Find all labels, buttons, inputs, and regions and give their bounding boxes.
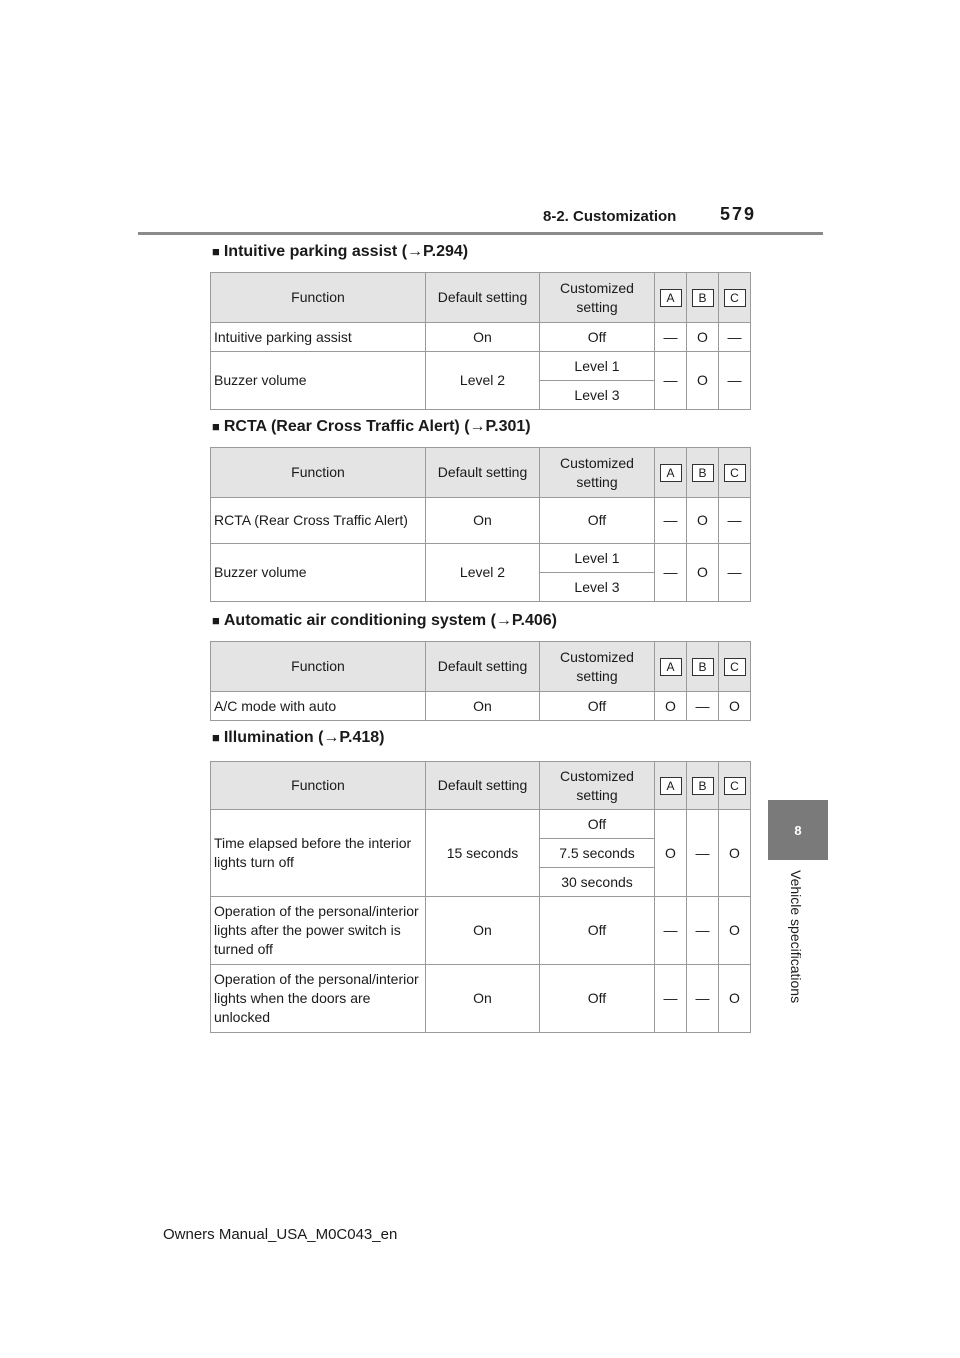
letter-b-box: B	[692, 464, 714, 482]
default-setting-cell: On	[426, 498, 540, 544]
column-header-customized: Customized setting	[540, 273, 655, 323]
default-setting-cell: On	[426, 692, 540, 721]
availability-b-cell: —	[687, 810, 719, 897]
column-header-customized: Customized setting	[540, 762, 655, 810]
function-cell: RCTA (Rear Cross Traffic Alert)	[211, 498, 426, 544]
letter-c-box: C	[724, 464, 746, 482]
section-title	[212, 612, 557, 630]
customization-table	[210, 447, 751, 602]
table-row	[211, 498, 751, 544]
section-title	[212, 418, 531, 436]
function-cell: A/C mode with auto	[211, 692, 426, 721]
customized-setting-cell: Level 3	[540, 573, 655, 602]
chapter-tab: 8	[768, 800, 828, 860]
customized-setting-cell: Off	[540, 323, 655, 352]
table-row	[211, 810, 751, 839]
column-header-a	[655, 448, 687, 498]
availability-b-cell: —	[687, 692, 719, 721]
availability-a-cell: —	[655, 352, 687, 410]
table-header-row	[211, 762, 751, 810]
customized-setting-cell: Level 1	[540, 544, 655, 573]
customization-table	[210, 761, 751, 1033]
availability-b-cell: —	[687, 965, 719, 1033]
customized-setting-cell: Off	[540, 965, 655, 1033]
column-header-function: Function	[211, 273, 426, 323]
column-header-b	[687, 762, 719, 810]
table-row	[211, 323, 751, 352]
customized-setting-cell: Level 1	[540, 352, 655, 381]
availability-b-cell: O	[687, 352, 719, 410]
column-header-customized: Customized setting	[540, 642, 655, 692]
availability-c-cell: O	[719, 692, 751, 721]
availability-c-cell: O	[719, 965, 751, 1033]
customized-setting-cell: Off	[540, 692, 655, 721]
letter-b-box: B	[692, 658, 714, 676]
column-header-default: Default setting	[426, 448, 540, 498]
default-setting-cell: On	[426, 323, 540, 352]
letter-a-box: A	[660, 777, 682, 795]
letter-b-box: B	[692, 289, 714, 307]
column-header-c	[719, 273, 751, 323]
table-header-row	[211, 642, 751, 692]
availability-a-cell: —	[655, 544, 687, 602]
letter-c-box: C	[724, 777, 746, 795]
availability-b-cell: O	[687, 323, 719, 352]
function-cell: Operation of the personal/interior lights after the power switch is turned off	[211, 897, 426, 965]
table-header-row	[211, 448, 751, 498]
square-bullet-icon: ■	[212, 419, 220, 434]
letter-c-box: C	[724, 289, 746, 307]
default-setting-cell: Level 2	[426, 544, 540, 602]
section-title-text: Automatic air conditioning system (→P.406)	[223, 612, 557, 629]
availability-c-cell: —	[719, 323, 751, 352]
availability-b-cell: O	[687, 498, 719, 544]
availability-a-cell: —	[655, 897, 687, 965]
header-section-title: 8-2. Customization	[543, 208, 677, 225]
section-title-text: Illumination (→P.418)	[223, 729, 385, 746]
column-header-b	[687, 448, 719, 498]
customized-setting-cell: 30 seconds	[540, 868, 655, 897]
availability-c-cell: O	[719, 897, 751, 965]
column-header-function: Function	[211, 448, 426, 498]
function-cell: Buzzer volume	[211, 352, 426, 410]
function-cell: Intuitive parking assist	[211, 323, 426, 352]
chapter-label: Vehicle specifications	[788, 870, 804, 1004]
availability-a-cell: —	[655, 498, 687, 544]
letter-a-box: A	[660, 464, 682, 482]
function-cell: Operation of the personal/interior lights when the doors are unlocked	[211, 965, 426, 1033]
column-header-default: Default setting	[426, 762, 540, 810]
customized-setting-cell: 7.5 seconds	[540, 839, 655, 868]
footer-doc-id: Owners Manual_USA_M0C043_en	[163, 1226, 398, 1243]
letter-c-box: C	[724, 658, 746, 676]
section-title-text: Intuitive parking assist (→P.294)	[223, 243, 469, 260]
function-cell: Time elapsed before the interior lights turn off	[211, 810, 426, 897]
availability-c-cell: —	[719, 498, 751, 544]
customized-setting-cell: Level 3	[540, 381, 655, 410]
column-header-default: Default setting	[426, 642, 540, 692]
default-setting-cell: 15 seconds	[426, 810, 540, 897]
letter-b-box: B	[692, 777, 714, 795]
column-header-c	[719, 642, 751, 692]
square-bullet-icon: ■	[212, 244, 220, 259]
column-header-c	[719, 762, 751, 810]
column-header-b	[687, 273, 719, 323]
availability-a-cell: —	[655, 965, 687, 1033]
section-title	[212, 243, 468, 261]
table-row	[211, 692, 751, 721]
table-row	[211, 897, 751, 965]
table-row	[211, 352, 751, 381]
square-bullet-icon: ■	[212, 730, 220, 745]
column-header-a	[655, 642, 687, 692]
customized-setting-cell: Off	[540, 897, 655, 965]
customized-setting-cell: Off	[540, 498, 655, 544]
default-setting-cell: Level 2	[426, 352, 540, 410]
column-header-c	[719, 448, 751, 498]
section-title	[212, 729, 384, 747]
table-row	[211, 544, 751, 573]
section-title-text: RCTA (Rear Cross Traffic Alert) (→P.301)	[223, 418, 531, 435]
customized-setting-cell: Off	[540, 810, 655, 839]
table-row	[211, 965, 751, 1033]
availability-a-cell: O	[655, 692, 687, 721]
availability-a-cell: —	[655, 323, 687, 352]
column-header-a	[655, 762, 687, 810]
default-setting-cell: On	[426, 897, 540, 965]
availability-b-cell: —	[687, 897, 719, 965]
column-header-function: Function	[211, 762, 426, 810]
page-number: 579	[720, 204, 757, 224]
column-header-customized: Customized setting	[540, 448, 655, 498]
availability-a-cell: O	[655, 810, 687, 897]
customization-table	[210, 272, 751, 410]
availability-c-cell: O	[719, 810, 751, 897]
table-header-row	[211, 273, 751, 323]
availability-b-cell: O	[687, 544, 719, 602]
availability-c-cell: —	[719, 352, 751, 410]
column-header-a	[655, 273, 687, 323]
square-bullet-icon: ■	[212, 613, 220, 628]
column-header-b	[687, 642, 719, 692]
letter-a-box: A	[660, 658, 682, 676]
customization-table	[210, 641, 751, 721]
function-cell: Buzzer volume	[211, 544, 426, 602]
column-header-default: Default setting	[426, 273, 540, 323]
availability-c-cell: —	[719, 544, 751, 602]
default-setting-cell: On	[426, 965, 540, 1033]
header-rule	[138, 232, 823, 235]
letter-a-box: A	[660, 289, 682, 307]
column-header-function: Function	[211, 642, 426, 692]
